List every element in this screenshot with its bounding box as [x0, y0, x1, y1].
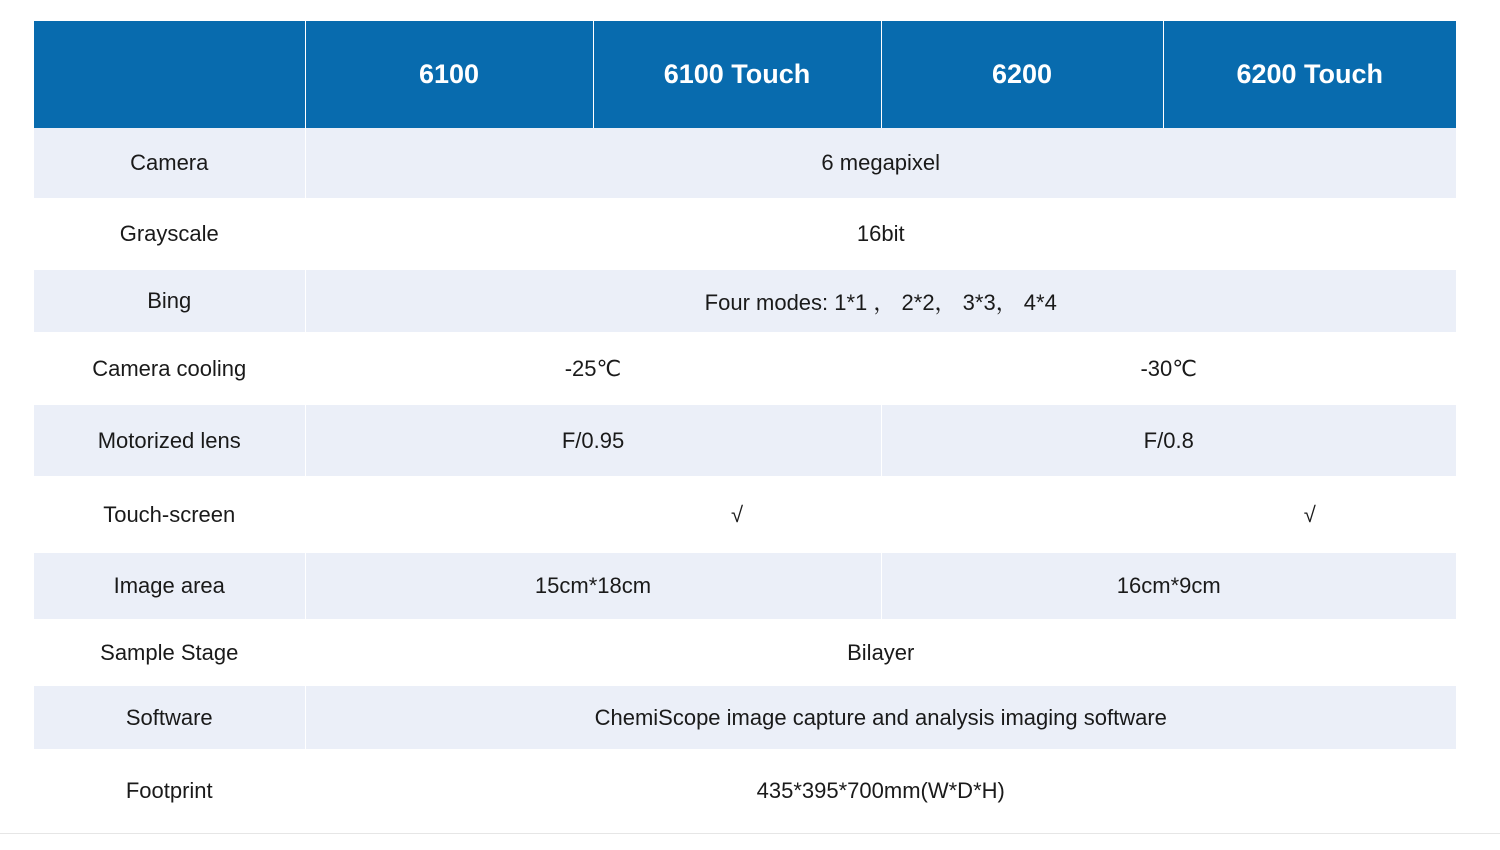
table-row-motorized-lens: [34, 405, 1456, 476]
cell-footprint-value: 435*395*700mm(W*D*H): [305, 749, 1456, 833]
cell-bing-value: Four modes: 1*1 ， 2*2， 3*3， 4*4: [305, 270, 1456, 332]
row-label-touch-screen: Touch-screen: [34, 476, 305, 553]
cell-touch-6100-touch: √: [593, 476, 881, 553]
cell-cooling-6200: -30℃: [881, 332, 1456, 405]
cell-area-6200: 16cm*9cm: [881, 553, 1456, 619]
table-row-grayscale: [34, 198, 1456, 270]
cell-stage-value: Bilayer: [305, 619, 1456, 686]
table-row-software: [34, 686, 1456, 749]
row-label-motorized-lens: Motorized lens: [34, 405, 305, 476]
row-label-sample-stage: Sample Stage: [34, 619, 305, 686]
spec-comparison-table: [34, 21, 1456, 833]
row-label-bing: Bing: [34, 270, 305, 332]
header-blank-cell: [34, 21, 305, 128]
row-label-footprint: Footprint: [34, 749, 305, 833]
row-label-software: Software: [34, 686, 305, 749]
header-model-6200: 6200: [881, 21, 1163, 128]
cell-software-value: ChemiScope image capture and analysis imaging software: [305, 686, 1456, 749]
row-label-camera-cooling: Camera cooling: [34, 332, 305, 405]
bottom-divider: [0, 833, 1500, 834]
table-row-camera-cooling: [34, 332, 1456, 405]
table-row-image-area: [34, 553, 1456, 619]
cell-cooling-6100: -25℃: [305, 332, 881, 405]
cell-lens-6200: F/0.8: [881, 405, 1456, 476]
header-model-6100: 6100: [305, 21, 593, 128]
table-row-sample-stage: [34, 619, 1456, 686]
cell-touch-6200-touch: √: [1163, 476, 1456, 553]
cell-touch-6200: [881, 476, 1163, 553]
table-row-footprint: [34, 749, 1456, 833]
header-model-6200-touch: 6200 Touch: [1163, 21, 1456, 128]
row-label-camera: Camera: [34, 128, 305, 198]
table-header-row: [34, 21, 1456, 128]
row-label-grayscale: Grayscale: [34, 198, 305, 270]
table-row-camera: [34, 128, 1456, 198]
cell-touch-6100: [305, 476, 593, 553]
cell-camera-value: 6 megapixel: [305, 128, 1456, 198]
cell-grayscale-value: 16bit: [305, 198, 1456, 270]
header-model-6100-touch: 6100 Touch: [593, 21, 881, 128]
table-row-touch-screen: [34, 476, 1456, 553]
table-row-bing: [34, 270, 1456, 332]
cell-area-6100: 15cm*18cm: [305, 553, 881, 619]
cell-lens-6100: F/0.95: [305, 405, 881, 476]
row-label-image-area: Image area: [34, 553, 305, 619]
